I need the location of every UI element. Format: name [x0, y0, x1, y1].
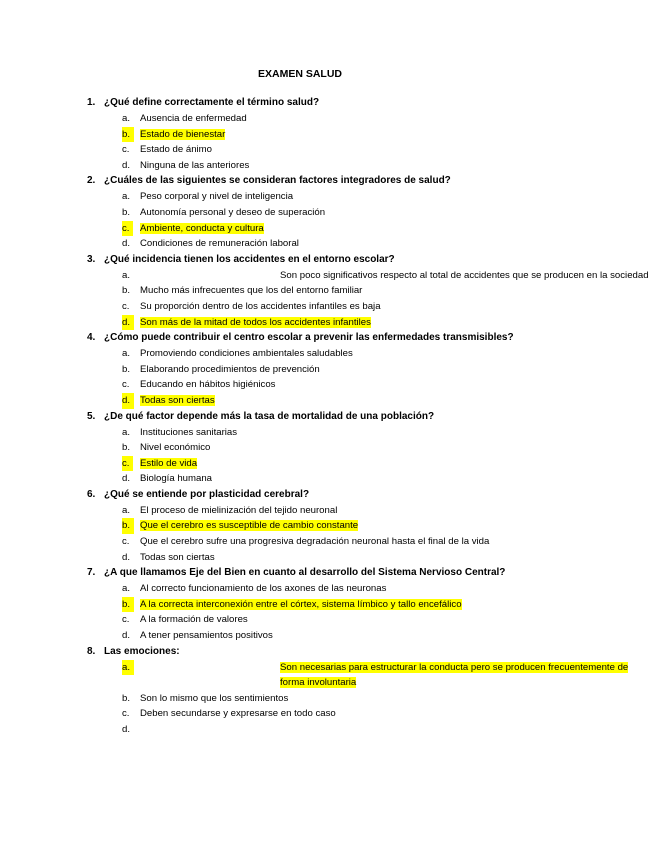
option-letter: b. — [122, 518, 134, 534]
option-letter: b. — [122, 597, 134, 613]
option-letter: b. — [122, 692, 131, 704]
option-letter: b. — [122, 127, 134, 143]
answer-option — [0, 706, 600, 722]
question-text: ¿Qué se entiende por plasticidad cerebral? — [104, 488, 310, 500]
option-letter: b. — [122, 363, 131, 375]
question-text: ¿Cómo puede contribuir el centro escolar a prevenir las enfermedades transmisibles? — [104, 332, 514, 344]
option-text — [140, 612, 248, 628]
option-label: Condiciones de remuneración laboral — [140, 238, 299, 250]
option-letter: a. — [122, 504, 131, 516]
answer-option — [0, 660, 629, 691]
option-label: Ninguna de las anteriores — [140, 159, 250, 171]
question-line — [0, 95, 600, 111]
option-text — [140, 534, 489, 550]
answer-option — [0, 581, 600, 597]
option-text — [140, 236, 299, 252]
option-text — [140, 581, 386, 597]
answer-option — [0, 189, 600, 205]
option-letter: a. — [122, 191, 131, 203]
option-text — [140, 706, 336, 722]
option-text-highlighted — [140, 127, 225, 143]
question-line — [0, 644, 600, 660]
option-label: Son lo mismo que los sentimientos — [140, 692, 289, 704]
answer-option — [0, 471, 600, 487]
option-letter: d. — [122, 473, 131, 485]
option-letter: c. — [122, 300, 130, 312]
option-letter: d. — [122, 159, 131, 171]
answer-option — [0, 597, 600, 613]
option-letter: d. — [122, 238, 131, 250]
question-number: 3. — [87, 253, 96, 265]
option-label: Estilo de vida — [140, 457, 198, 469]
option-label: Ausencia de enfermedad — [140, 113, 247, 124]
option-label: Que el cerebro sufre una progresiva degradación neuronal hasta el final de la vida — [140, 536, 490, 548]
option-text — [140, 299, 381, 315]
answer-option — [0, 440, 600, 456]
option-letter: b. — [122, 206, 131, 218]
question-6 — [0, 487, 600, 565]
option-letter: c. — [122, 614, 130, 626]
option-text-highlighted — [140, 597, 462, 613]
answer-option — [0, 503, 600, 519]
answer-option — [0, 534, 600, 550]
option-label: Son necesarias para estructurar la conducta pero se producen frecuentemente de forma involuntaria — [280, 661, 629, 689]
question-number: 6. — [87, 488, 96, 500]
option-label: Todas son ciertas — [140, 394, 215, 406]
answer-option — [0, 691, 600, 707]
question-5 — [0, 409, 600, 487]
option-label: Deben secundarse y expresarse en todo caso — [140, 708, 336, 720]
option-letter: c. — [122, 379, 130, 391]
option-letter: c. — [122, 144, 130, 156]
answer-option — [0, 315, 600, 331]
question-line — [0, 330, 600, 346]
option-letter: c. — [122, 536, 130, 548]
option-letter: a. — [122, 269, 131, 281]
option-label: El proceso de mielinización del tejido neuronal — [140, 504, 338, 516]
answer-option — [0, 362, 600, 378]
option-text — [140, 189, 293, 205]
option-text — [140, 691, 288, 707]
option-letter: d. — [122, 630, 131, 642]
option-letter: b. — [122, 442, 131, 454]
question-line — [0, 565, 600, 581]
question-text: ¿A que llamamos Eje del Bien en cuanto al desarrollo del Sistema Nervioso Central? — [104, 567, 506, 579]
option-text — [140, 283, 362, 299]
option-text — [140, 346, 353, 362]
answer-option — [0, 111, 600, 127]
question-number: 1. — [87, 97, 96, 108]
question-text: Las emociones: — [104, 645, 180, 657]
option-letter: a. — [122, 583, 131, 595]
option-text — [140, 425, 237, 441]
option-text — [140, 205, 325, 221]
option-text — [280, 268, 650, 284]
option-text-highlighted — [140, 315, 371, 331]
option-label: Al correcto funcionamiento de los axones de las neuronas — [140, 583, 387, 595]
question-number: 4. — [87, 332, 96, 344]
question-number: 7. — [87, 567, 96, 579]
question-line — [0, 409, 600, 425]
question-text: ¿De qué factor depende más la tasa de mortalidad de una población? — [104, 410, 435, 422]
question-7 — [0, 565, 600, 643]
answer-option — [0, 142, 600, 158]
option-label: Autonomía personal y deseo de superación — [140, 206, 326, 218]
option-label: Elaborando procedimientos de prevención — [140, 363, 320, 375]
answer-option — [0, 393, 600, 409]
option-letter: d. — [122, 393, 134, 409]
option-text-highlighted — [140, 456, 197, 472]
option-label: Peso corporal y nivel de inteligencia — [140, 191, 294, 203]
option-letter: c. — [122, 708, 130, 720]
option-label: Su proporción dentro de los accidentes infantiles es baja — [140, 300, 381, 312]
option-letter: c. — [122, 221, 133, 237]
option-text — [140, 503, 337, 519]
question-text: ¿Qué define correctamente el término salud? — [104, 97, 320, 108]
option-text — [140, 471, 212, 487]
question-number: 2. — [87, 175, 96, 187]
option-letter: a. — [122, 113, 131, 124]
option-label: Biología humana — [140, 473, 213, 485]
option-letter: b. — [122, 285, 131, 297]
question-line — [0, 173, 600, 189]
answer-option — [0, 205, 600, 221]
option-text — [140, 142, 212, 158]
option-text — [140, 362, 320, 378]
question-text: ¿Qué incidencia tienen los accidentes en el entorno escolar? — [104, 253, 395, 265]
answer-option — [0, 268, 649, 284]
answer-option — [0, 221, 600, 237]
question-number: 8. — [87, 645, 96, 657]
option-label: Que el cerebro es susceptible de cambio constante — [140, 520, 359, 532]
option-letter: d. — [122, 551, 131, 563]
option-text-highlighted — [140, 393, 215, 409]
option-label: Mucho más infrecuentes que los del entorno familiar — [140, 285, 363, 297]
question-3 — [0, 252, 649, 330]
answer-option — [0, 456, 600, 472]
option-label: Instituciones sanitarias — [140, 426, 238, 438]
option-letter: d. — [122, 315, 134, 331]
question-line — [0, 252, 600, 268]
answer-option — [0, 299, 600, 315]
answer-option — [0, 425, 600, 441]
question-4 — [0, 330, 600, 408]
option-label: Son poco significativos respecto al total de accidentes que se producen en la sociedad — [280, 269, 649, 281]
question-8 — [0, 644, 629, 738]
answer-option — [0, 628, 600, 644]
option-label: Son más de la mitad de todos los accidentes infantiles — [140, 316, 371, 328]
option-text-highlighted — [140, 221, 264, 237]
answer-option — [0, 550, 600, 566]
option-letter: d. — [122, 724, 131, 735]
option-text — [140, 111, 247, 127]
answer-option — [0, 236, 600, 252]
option-letter: a. — [122, 660, 134, 676]
option-text — [140, 550, 215, 566]
option-text-highlighted — [280, 660, 650, 691]
option-text — [140, 158, 249, 174]
option-text — [140, 377, 275, 393]
answer-option — [0, 722, 600, 738]
answer-option — [0, 377, 600, 393]
answer-option — [0, 127, 600, 143]
answer-option — [0, 283, 600, 299]
option-label: Todas son ciertas — [140, 551, 215, 563]
question-2 — [0, 173, 600, 251]
option-letter: c. — [122, 456, 133, 472]
question-1 — [0, 95, 600, 173]
option-label: Estado de bienestar — [140, 128, 226, 140]
answer-option — [0, 612, 600, 628]
page-title: EXAMEN SALUD — [257, 68, 342, 80]
question-number: 5. — [87, 410, 96, 422]
option-text — [140, 440, 210, 456]
option-letter: a. — [122, 426, 131, 438]
option-label: Estado de ánimo — [140, 144, 212, 156]
answer-option — [0, 518, 600, 534]
option-label: A la correcta interconexión entre el córtex, sistema límbico y tallo encefálico — [140, 598, 462, 610]
option-label: Educando en hábitos higiénicos — [140, 379, 276, 391]
option-label: Ambiente, conducta y cultura — [140, 222, 264, 234]
option-letter: a. — [122, 348, 131, 360]
question-text: ¿Cuáles de las siguientes se consideran factores integradores de salud? — [104, 175, 451, 187]
question-line — [0, 487, 600, 503]
question-list — [0, 95, 649, 738]
option-label: A tener pensamientos positivos — [140, 630, 273, 642]
answer-option — [0, 346, 600, 362]
option-label: Promoviendo condiciones ambientales saludables — [140, 348, 353, 360]
option-label: Nivel económico — [140, 442, 211, 454]
option-text-highlighted — [140, 518, 358, 534]
option-label: A la formación de valores — [140, 614, 248, 626]
answer-option — [0, 158, 600, 174]
option-text — [140, 628, 273, 644]
